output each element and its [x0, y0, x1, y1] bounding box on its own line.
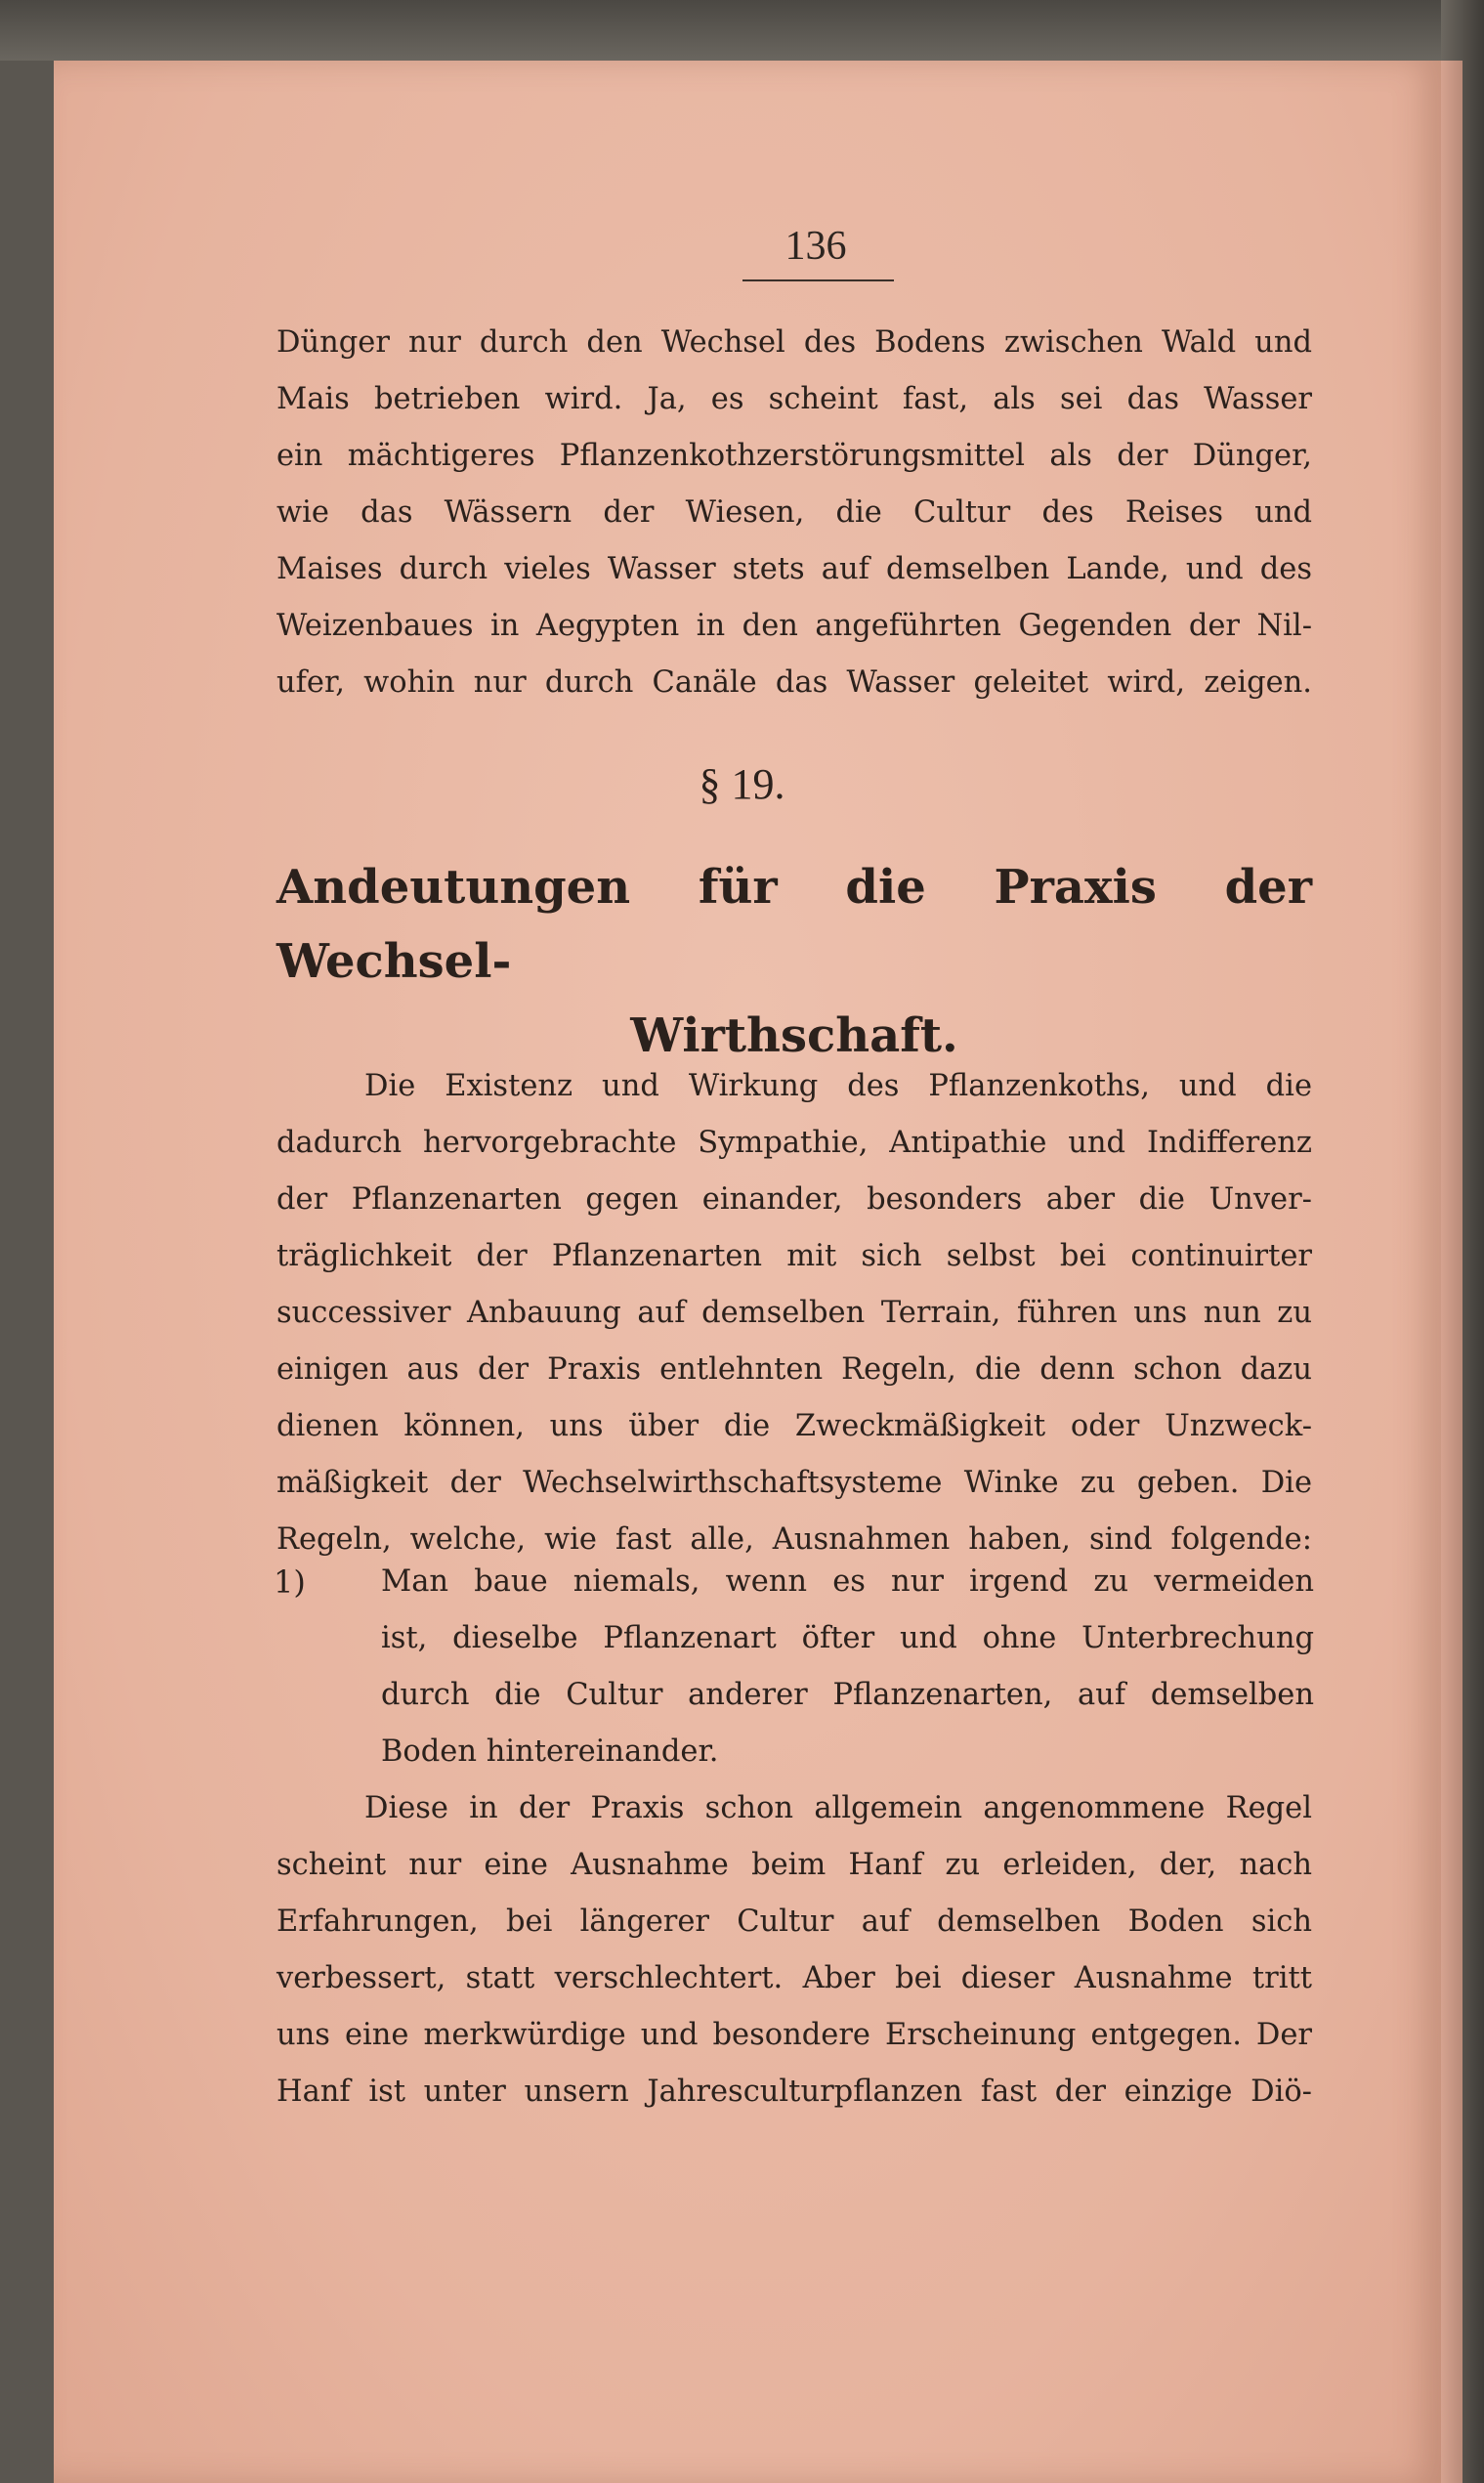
text-line: einigen aus der Praxis entlehnten Regeln, die denn schon dazu [276, 1352, 1312, 1387]
text-line: successiver Anbauung auf demselben Terrain, führen uns nun zu [276, 1296, 1312, 1330]
rule-1 [274, 1554, 1314, 1780]
text-line: Regeln, welche, wie fast alle, Ausnahmen haben, sind folgende: [276, 1522, 1312, 1557]
heading-line-2: Wirthschaft. [630, 1008, 958, 1063]
text-line: Boden hintereinander. [381, 1734, 719, 1769]
text-line: Dünger nur durch den Wechsel des Bodens zwischen Wald und [276, 325, 1312, 360]
text-line: durch die Cultur anderer Pflanzenarten, auf demselben [381, 1678, 1314, 1712]
section-heading [276, 850, 1312, 1073]
page-number-rule [742, 279, 894, 281]
text-line: Mais betrieben wird. Ja, es scheint fast, als sei das Wasser [276, 382, 1312, 416]
heading-line-1: Andeutungen für die Praxis der Wechsel- [276, 860, 1312, 989]
text-line: ist, dieselbe Pflanzenart öfter und ohne Unterbrechung [381, 1621, 1314, 1655]
text-line: wie das Wässern der Wiesen, die Cultur des Reises und [276, 495, 1312, 530]
rule-number: 1) [274, 1563, 306, 1601]
text-line: Maises durch vieles Wasser stets auf demselben Lande, und des [276, 552, 1312, 586]
text-line: ufer, wohin nur durch Canäle das Wasser geleitet wird, zeigen. [276, 665, 1312, 700]
text-line: Erfahrungen, bei längerer Cultur auf demselben Boden sich [276, 1905, 1312, 1939]
book-spine-top [0, 0, 1484, 61]
text-line: Die Existenz und Wirkung des Pflanzenkoths, und die [364, 1069, 1312, 1103]
text-line: dadurch hervorgebrachte Sympathie, Antipathie und Indifferenz [276, 1126, 1312, 1160]
text-line: dienen können, uns über die Zweckmäßigkeit oder Unzweck- [276, 1409, 1312, 1443]
text-line: Weizenbaues in Aegypten in den angeführten Gegenden der Nil- [276, 609, 1312, 643]
text-line: verbessert, statt verschlechtert. Aber bei dieser Ausnahme tritt [276, 1961, 1312, 1995]
text-line: mäßigkeit der Wechselwirthschaftsysteme Winke zu geben. Die [276, 1466, 1312, 1500]
text-line: Diese in der Praxis schon allgemein angenommene Regel [364, 1791, 1312, 1825]
text-line: Man baue niemals, wenn es nur irgend zu vermeiden [381, 1564, 1314, 1599]
text-line: uns eine merkwürdige und besondere Erscheinung entgegen. Der [276, 2018, 1312, 2052]
section-number: § 19. [699, 760, 785, 808]
text-line: Hanf ist unter unsern Jahresculturpflanzen fast der einzige Diö- [276, 2075, 1312, 2109]
text-line: träglichkeit der Pflanzenarten mit sich selbst bei continuirter [276, 1239, 1312, 1273]
text-line: scheint nur eine Ausnahme beim Hanf zu erleiden, der, nach [276, 1848, 1312, 1882]
adjacent-page-edge [1441, 61, 1463, 2483]
page-number: 136 [784, 224, 847, 269]
paragraph-3 [276, 1780, 1312, 2120]
text-line: der Pflanzenarten gegen einander, besonders aber die Unver- [276, 1182, 1312, 1217]
paragraph-1 [276, 315, 1312, 711]
paragraph-2 [276, 1058, 1312, 1568]
text-line: ein mächtigeres Pflanzenkothzerstörungsmittel als der Dünger, [276, 439, 1312, 473]
